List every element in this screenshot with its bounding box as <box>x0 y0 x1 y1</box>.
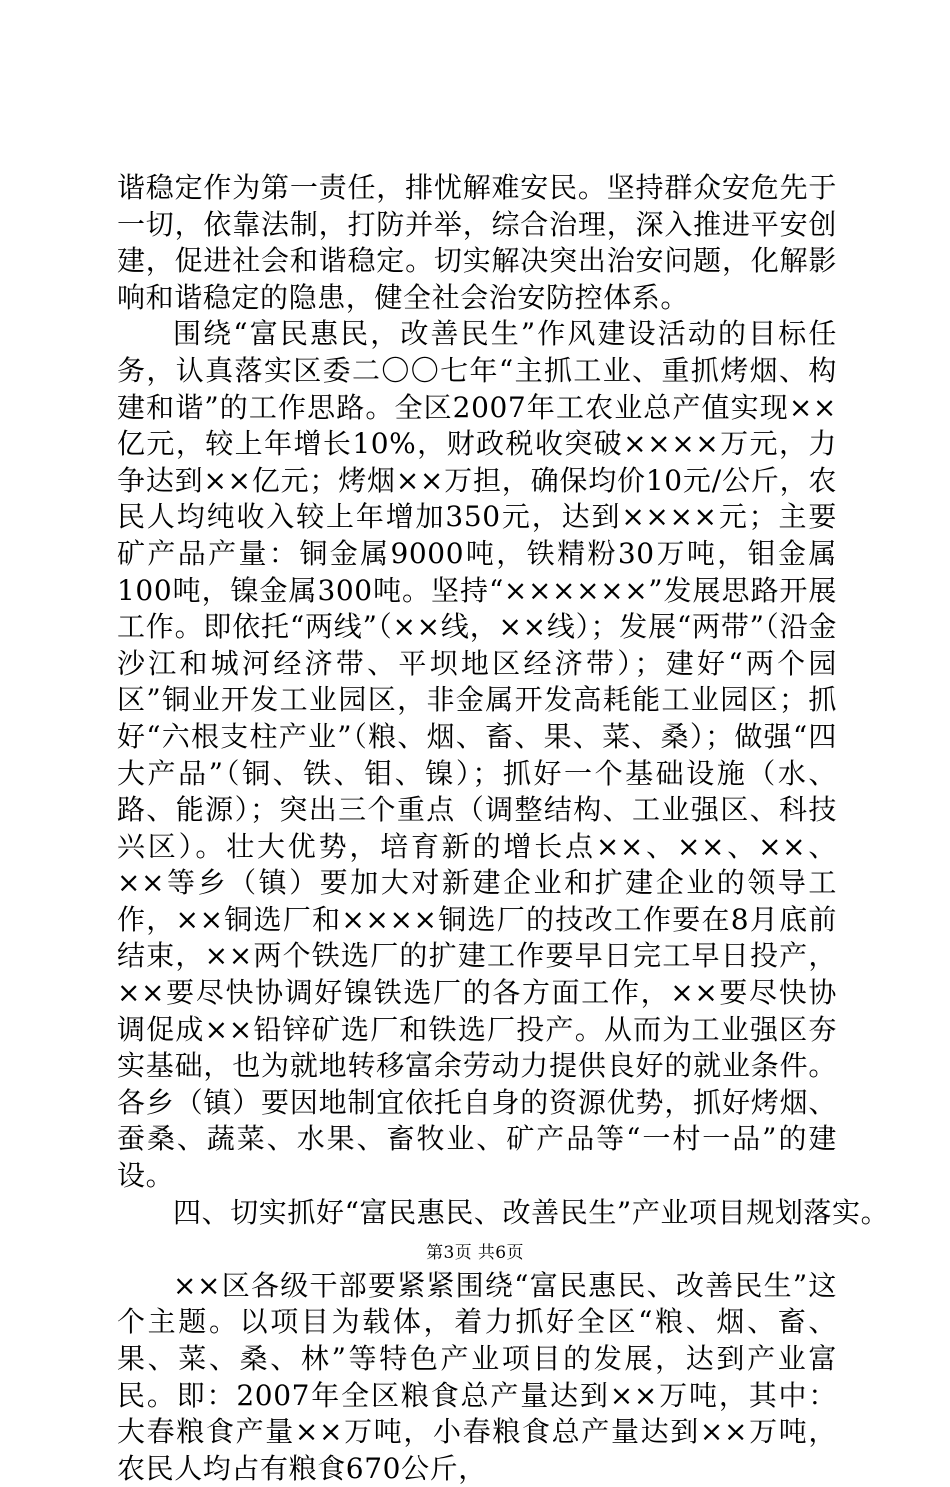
page-number-footer: 第3页 共6页 <box>426 1243 524 1263</box>
paragraph-goals: 围绕“富民惠民，改善民生”作风建设活动的目标任务，认真落实区委二〇〇七年“主抓工业、重抓烤烟、构建和谐”的工作思路。全区2007年工农业总产值实现××亿元，较上年增长10%，财政税收突破××××万元，力争达到××亿元；烤烟××万担，确保均价10元/公斤，农民人均纯收入较上年增加350元，达到××××元；主要矿产品产量：铜金属9000吨，铁精粉30万吨，钼金属100吨，镍金属300吨。坚持“××××××”发展思路开展工作。即依托“两线”（××线，××线）；发展“两带”（沿金沙江和城河经济带、平坝地区经济带）；建好“两个园区”铜业开发工业园区，非金属开发高耗能工业园区；抓好“六根支柱产业”（粮、烟、畜、果、菜、桑）；做强“四大产品”（铜、铁、钼、镍）；抓好一个基础设施（水、路、能源）；突出三个重点（调整结构、工业强区、科技兴区）。壮大优势，培育新的增长点××、××、××、××等乡（镇）要加大对新建企业和扩建企业的领导工作，××铜选厂和××××铜选厂的技改工作要在8月底前结束，××两个铁选厂的扩建工作要早日完工早日投产，××要尽快协调好镍铁选厂的各方面工作，××要尽快协调促成××铅锌矿选厂和铁选厂投产。从而为工业强区夯实基础，也为就地转移富余劳动力提供良好的就业条件。各乡（镇）要因地制宜依托自身的资源优势，抓好烤烟、蚕桑、蔬菜、水果、畜牧业、矿产品等“一村一品”的建设。 <box>117 317 837 1193</box>
document-body <box>117 170 890 1487</box>
paragraph-projects: ××区各级干部要紧紧围绕“富民惠民、改善民生”这个主题。以项目为载体，着力抓好全区“粮、烟、畜、果、菜、桑、林”等特色产业项目的发展，达到产业富民。即：2007年全区粮食总产量达到××万吨，其中：大春粮食产量××万吨，小春粮食总产量达到××万吨，农民人均占有粮食670公斤， <box>117 1268 837 1485</box>
paragraph-continuation: 谐稳定作为第一责任，排忧解难安民。坚持群众安危先于一切，依靠法制，打防并举，综合治理，深入推进平安创建，促进社会和谐稳定。切实解决突出治安问题，化解影响和谐稳定的隐患，健全社会治安防控体系。 <box>117 171 837 314</box>
section-heading: 四、切实抓好“富民惠民、改善民生”产业项目规划落实。 <box>173 1195 890 1229</box>
